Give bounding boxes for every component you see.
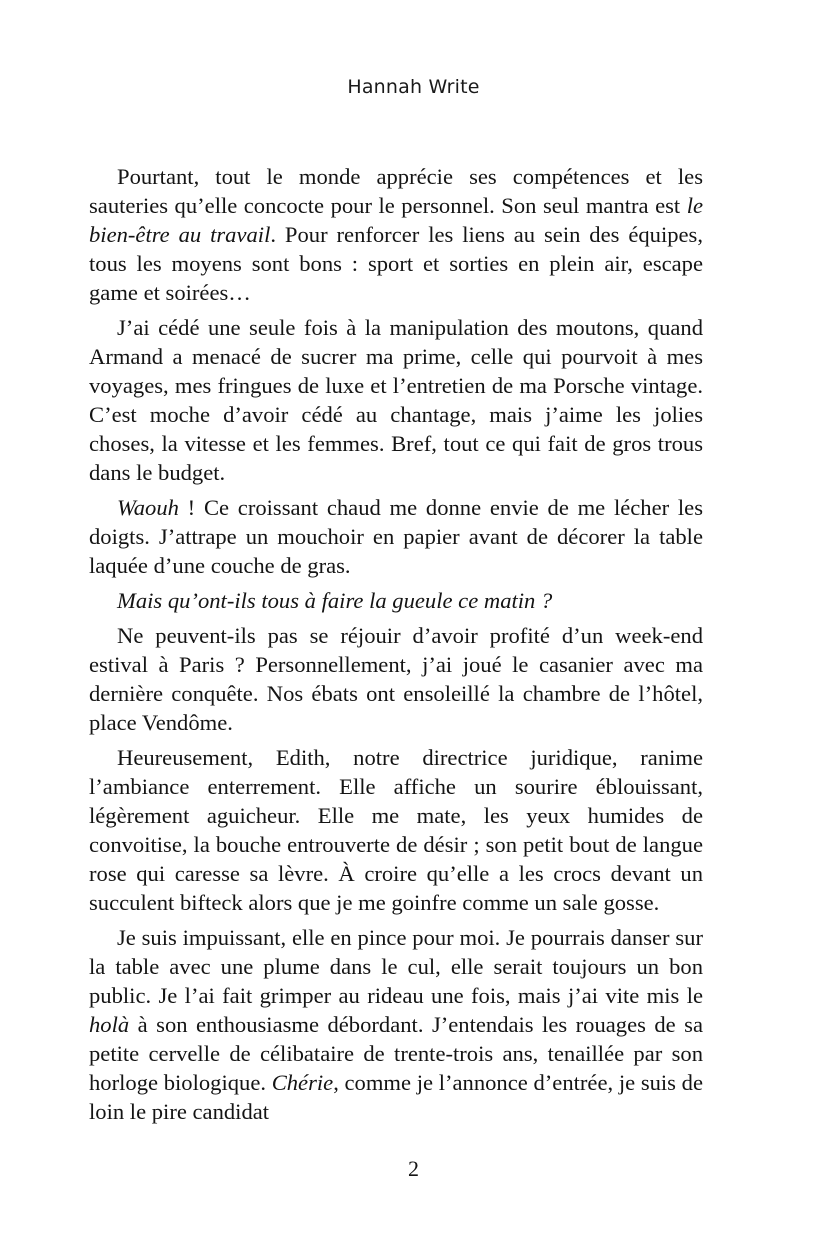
text-span: à son enthousiasme débordant. J’entendais les rouages de sa petite cervelle de célibataire de trente-trois ans, tenaillée par son horloge biologique.	[89, 1012, 703, 1095]
text-span: J’ai cédé une seule fois à la manipulation des moutons, quand Armand a menacé de sucrer ma prime, celle qui pourvoit à mes voyages, mes fringues de luxe et l’entretien de ma Porsche vintage. C’est moche d’avoir cédé au chantage, mais j’aime les jolies choses, la vitesse et les femmes. Bref, tout ce qui fait de gros trous dans le budget.	[89, 315, 703, 485]
text-span: Pourtant, tout le monde apprécie ses compétences et les sauteries qu’elle concocte pour le personnel. Son seul mantra est	[89, 164, 703, 218]
text-span: Ne peuvent-ils pas se réjouir d’avoir profité d’un week-end estival à Paris ? Personnellement, j’ai joué le casanier avec ma dernière conquête. Nos ébats ont ensoleillé la chambre de l’hôtel, place Vendôme.	[89, 623, 703, 735]
page-number: 2	[408, 1156, 419, 1181]
italic-span: Chérie	[271, 1070, 334, 1095]
paragraph	[89, 313, 703, 487]
italic-span: le bien-être au travail	[89, 193, 703, 247]
italic-span: holà	[89, 1012, 130, 1037]
paragraph	[89, 586, 703, 615]
text-span: . Pour renforcer les liens au sein des équipes, tous les moyens sont bons : sport et sorties en plein air, escape game et soirées…	[89, 222, 703, 305]
italic-span: Mais qu’ont-ils tous à faire la gueule ce matin ?	[117, 588, 553, 613]
text-span: , comme je l’annonce d’entrée, je suis de loin le pire candidat	[89, 1070, 703, 1124]
text-span: ! Ce croissant chaud me donne envie de me lécher les doigts. J’attrape un mouchoir en papier avant de décorer la table laquée d’une couche de gras.	[89, 495, 703, 578]
italic-span: Waouh	[117, 495, 179, 520]
text-span: Heureusement, Edith, notre directrice juridique, ranime l’ambiance enterrement. Elle affiche un sourire éblouissant, légèrement aguicheur. Elle me mate, les yeux humides de convoitise, la bouche entrouverte de désir ; son petit bout de langue rose qui caresse sa lèvre. À croire qu’elle a les crocs devant un succulent bifteck alors que je me goinfre comme un sale gosse.	[89, 745, 703, 915]
text-span: Je suis impuissant, elle en pince pour moi. Je pourrais danser sur la table avec une plume dans le cul, elle serait toujours un bon public. Je l’ai fait grimper au rideau une fois, mais j’ai vite mis le	[89, 925, 703, 1008]
paragraph	[89, 743, 703, 917]
running-header-author: Hannah Write	[347, 76, 480, 98]
paragraph	[89, 923, 703, 1126]
paragraph	[89, 162, 703, 307]
body-text	[89, 162, 703, 1126]
paragraph	[89, 621, 703, 737]
paragraph	[89, 493, 703, 580]
